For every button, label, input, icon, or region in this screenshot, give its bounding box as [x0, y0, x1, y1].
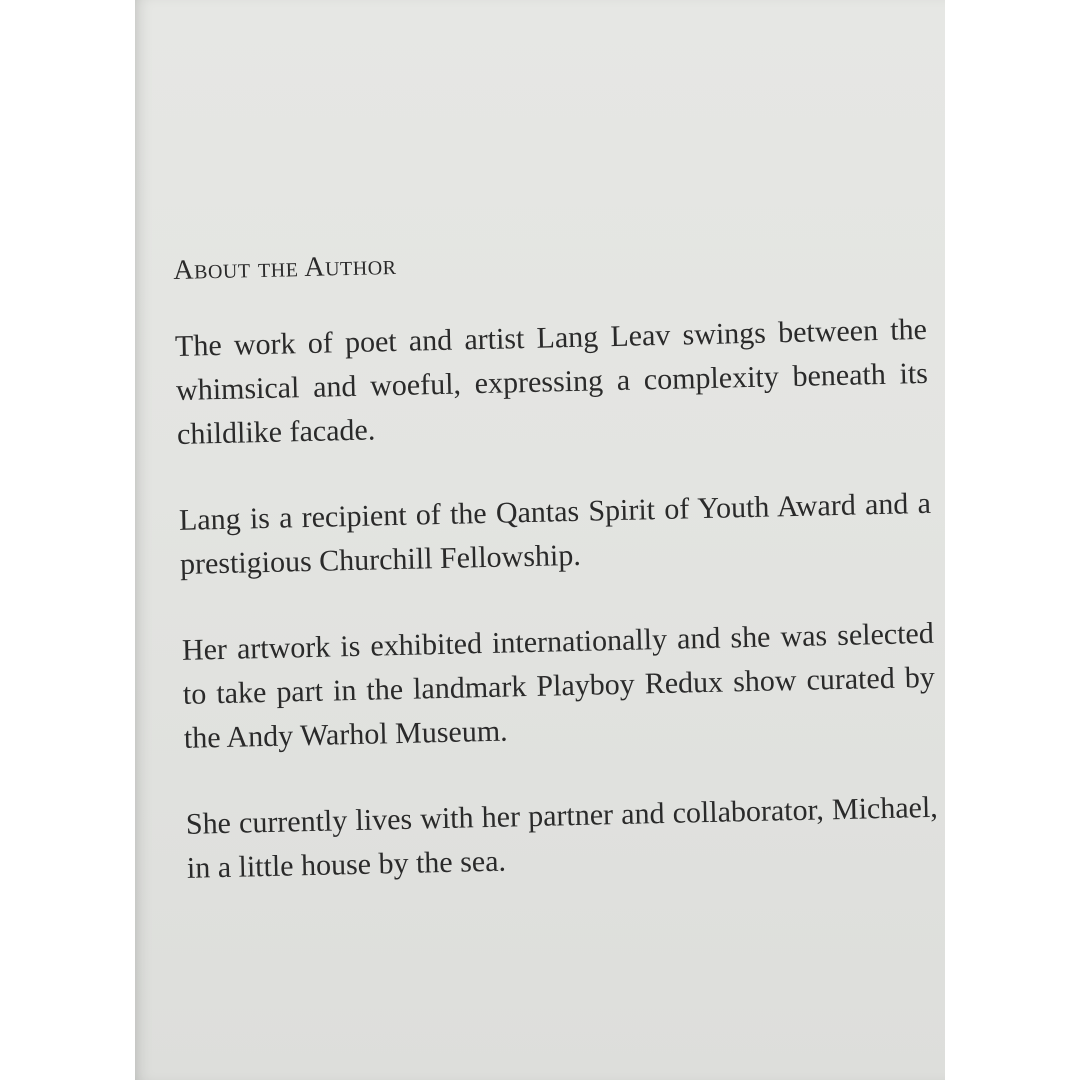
bio-paragraph-artwork: Her artwork is exhibited internationally and she was selected to take part in the landmark Playboy Redux show curated by the Andy Warhol Museum. — [181, 616, 936, 755]
bio-paragraph-home: She currently lives with her partner and collaborator, Michael, in a little house by the sea. — [185, 790, 939, 885]
book-page — [135, 0, 945, 1080]
section-heading: About the Author — [173, 249, 397, 286]
bio-paragraph-intro: The work of poet and artist Lang Leav swings between the whimsical and woeful, expressing a complexity beneath its childlike facade. — [174, 312, 929, 451]
author-bio — [173, 238, 939, 891]
bio-paragraph-awards: Lang is a recipient of the Qantas Spirit of Youth Award and a prestigious Churchill Fellowship. — [178, 486, 932, 581]
